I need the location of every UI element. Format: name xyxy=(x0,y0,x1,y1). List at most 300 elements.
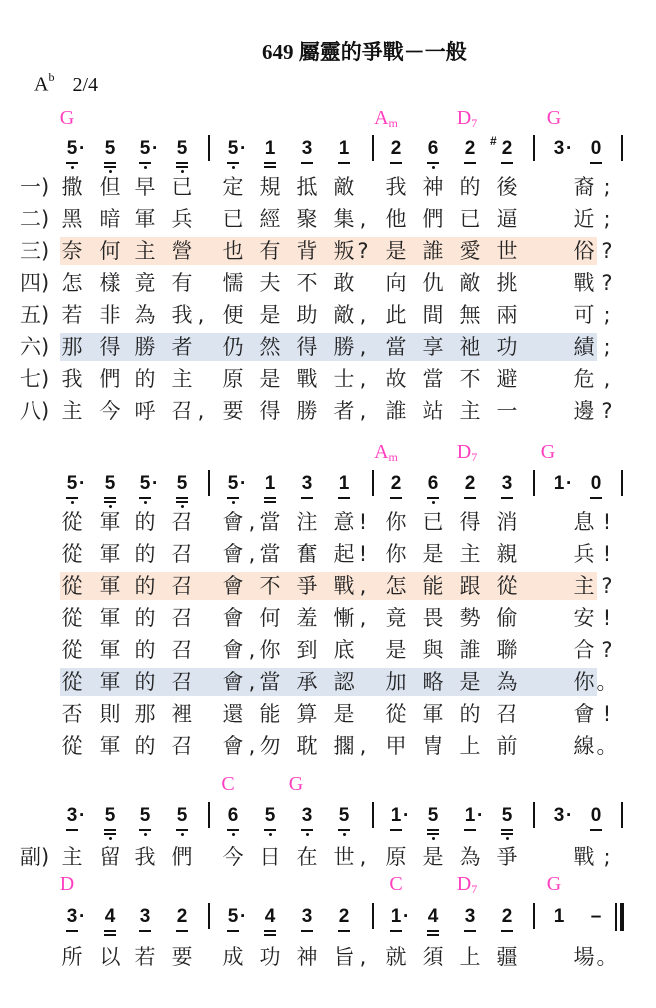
lyric-char: 避 xyxy=(496,367,518,391)
lyric-char: 主 xyxy=(61,845,83,869)
chord-root: G xyxy=(540,441,556,463)
note-digit: 2 xyxy=(501,138,513,159)
barline xyxy=(208,470,210,496)
lyric-char: 從 xyxy=(61,606,83,630)
lyric-char: 偷 xyxy=(496,606,518,630)
lyric-char: 主 xyxy=(459,542,481,566)
barline xyxy=(372,802,374,828)
barline xyxy=(372,903,374,929)
underline-beam xyxy=(104,930,116,932)
underline-beam xyxy=(139,930,151,932)
lyric-char: 召 xyxy=(171,510,193,534)
lyric-char: 召 xyxy=(496,702,518,726)
lyric-char: 旨 xyxy=(333,945,355,969)
lyric-char: 的 xyxy=(134,574,156,598)
lyric-punctuation: , xyxy=(359,574,367,598)
note xyxy=(551,907,567,927)
note-digit: 4 xyxy=(427,906,439,927)
lyric-char: 你 xyxy=(259,638,281,662)
underline-beam xyxy=(66,497,78,499)
key-accidental: b xyxy=(48,70,55,84)
lyric-char: 召 xyxy=(171,670,193,694)
note-digit: 3 xyxy=(301,906,313,927)
low-octave-dot xyxy=(432,166,435,169)
lyric-char: 勝 xyxy=(333,335,355,359)
lyric-char: 是 xyxy=(385,239,407,263)
lyric-char: 世 xyxy=(496,239,518,263)
underline-beam xyxy=(301,162,313,164)
lyric-char: 定 xyxy=(222,175,244,199)
lyric-char: 從 xyxy=(61,734,83,758)
chord-symbol xyxy=(60,108,74,128)
barline xyxy=(621,802,623,828)
lyric-char: 疆 xyxy=(496,945,518,969)
underline-beam xyxy=(66,829,78,831)
note xyxy=(64,138,86,159)
note-digit: 5 xyxy=(176,138,188,159)
lyric-char: 何 xyxy=(99,239,121,263)
note xyxy=(225,906,247,927)
note xyxy=(336,907,352,927)
lyric-punctuation: ; xyxy=(603,303,611,327)
lyric-char: 從 xyxy=(61,542,83,566)
lyric-char: 近 xyxy=(573,207,595,231)
lyric-char: 線 xyxy=(573,734,595,758)
chord-root: A xyxy=(374,441,389,463)
lyric-char: 但 xyxy=(99,175,121,199)
note-digit: 5 xyxy=(227,906,239,927)
lyric-char: 的 xyxy=(134,367,156,391)
lyric-char: 誰 xyxy=(385,399,407,423)
barline xyxy=(533,135,535,161)
lyric-punctuation: , xyxy=(197,399,205,423)
note xyxy=(588,806,604,826)
lyric-char: 為 xyxy=(496,670,518,694)
augmentation-dot: · xyxy=(79,805,86,826)
lyric-char: 會 xyxy=(222,574,244,598)
note xyxy=(262,474,278,494)
lyric-char: 不 xyxy=(259,574,281,598)
chord-symbol xyxy=(374,108,398,133)
underline-beam xyxy=(104,829,116,831)
barline xyxy=(533,802,535,828)
lyric-char: 他 xyxy=(385,207,407,231)
lyric-char: 得 xyxy=(459,510,481,534)
note xyxy=(462,907,478,927)
lyric-char: 會 xyxy=(222,670,244,694)
lyric-char: 從 xyxy=(61,574,83,598)
chord-root: A xyxy=(374,107,389,129)
note xyxy=(490,134,515,159)
note-digit: 5 xyxy=(227,473,239,494)
lyric-char: 神 xyxy=(296,945,318,969)
note xyxy=(588,907,604,927)
underline-beam xyxy=(301,829,313,831)
lyric-punctuation: , xyxy=(359,606,367,630)
lyric-char: 軍 xyxy=(99,574,121,598)
lyric-char: 到 xyxy=(296,638,318,662)
lyric-char: 們 xyxy=(99,367,121,391)
augmentation-dot: · xyxy=(79,473,86,494)
lyric-char: 是 xyxy=(459,670,481,694)
note-digit: – xyxy=(590,906,602,927)
lyric-char: 是 xyxy=(422,542,444,566)
lyric-char: 營 xyxy=(171,239,193,263)
low-octave-dot xyxy=(506,837,509,840)
underline-beam xyxy=(501,833,513,835)
underline-beam xyxy=(464,930,476,932)
lyric-punctuation: , xyxy=(197,303,205,327)
lyric-char: 勢 xyxy=(459,606,481,630)
note-digit: 2 xyxy=(501,906,513,927)
note-digit: 5 xyxy=(104,805,116,826)
note-digit: 3 xyxy=(301,473,313,494)
lyric-punctuation: , xyxy=(359,207,367,231)
key-signature xyxy=(34,72,98,97)
low-octave-dot xyxy=(109,837,112,840)
underline-beam xyxy=(139,497,151,499)
lyric-char: 的 xyxy=(134,606,156,630)
note xyxy=(499,806,515,826)
lyric-char: 挑 xyxy=(496,271,518,295)
chord-quality: m xyxy=(388,116,398,130)
note-digit: 5 xyxy=(338,805,350,826)
underline-beam xyxy=(464,829,476,831)
note-digit: 1 xyxy=(390,906,402,927)
lyric-char: 上 xyxy=(459,945,481,969)
lyric-char: 要 xyxy=(171,945,193,969)
lyric-char: 非 xyxy=(99,303,121,327)
lyric-char: 祂 xyxy=(459,335,481,359)
note-digit: 1 xyxy=(264,473,276,494)
underline-beam xyxy=(338,930,350,932)
lyric-char: 叛 xyxy=(333,239,355,263)
note-digit: 2 xyxy=(464,138,476,159)
lyric-char: 召 xyxy=(171,574,193,598)
underline-beam xyxy=(501,497,513,499)
note-digit: 3 xyxy=(301,138,313,159)
lyric-char: 抵 xyxy=(296,175,318,199)
note xyxy=(102,474,118,494)
note xyxy=(299,806,315,826)
lyric-char: 軍 xyxy=(99,638,121,662)
lyric-char: 那 xyxy=(61,335,83,359)
underline-beam xyxy=(66,930,78,932)
augmentation-dot: · xyxy=(240,473,247,494)
lyric-punctuation: ? xyxy=(601,574,613,598)
lyric-char: 爭 xyxy=(296,574,318,598)
note-digit: 1 xyxy=(553,906,565,927)
lyric-char: 懦 xyxy=(222,271,244,295)
low-octave-dot xyxy=(343,833,346,836)
lyric-char: 算 xyxy=(296,702,318,726)
lyric-char: 當 xyxy=(385,335,407,359)
lyric-char: 世 xyxy=(333,845,355,869)
lyric-char: 何 xyxy=(259,606,281,630)
lyric-char: 主 xyxy=(134,239,156,263)
underline-beam xyxy=(104,497,116,499)
lyric-char: 得 xyxy=(99,335,121,359)
lyric-punctuation: 。 xyxy=(596,734,618,758)
note-digit: 3 xyxy=(553,138,565,159)
chord-symbol xyxy=(289,774,303,794)
underline-beam xyxy=(104,162,116,164)
barline xyxy=(208,802,210,828)
lyric-char: 士 xyxy=(333,367,355,391)
note xyxy=(462,474,478,494)
lyric-char: 的 xyxy=(459,702,481,726)
lyric-punctuation: ; xyxy=(603,845,611,869)
underline-beam xyxy=(427,930,439,932)
lyric-char: 逼 xyxy=(496,207,518,231)
low-octave-dot xyxy=(144,166,147,169)
lyric-punctuation: , xyxy=(359,845,367,869)
lyric-punctuation: ! xyxy=(602,542,612,566)
lyric-char: 黑 xyxy=(61,207,83,231)
note-digit: 5 xyxy=(176,473,188,494)
chord-symbol xyxy=(221,774,234,794)
lyric-punctuation: 。 xyxy=(596,670,618,694)
lyric-char: 不 xyxy=(296,271,318,295)
note xyxy=(137,907,153,927)
lyric-char: 愛 xyxy=(459,239,481,263)
augmentation-dot: · xyxy=(240,138,247,159)
lyric-char: 向 xyxy=(385,271,407,295)
note-digit: 4 xyxy=(264,906,276,927)
lyric-char: 以 xyxy=(99,945,121,969)
augmentation-dot: · xyxy=(566,473,573,494)
low-octave-dot xyxy=(432,837,435,840)
lyric-char: 是 xyxy=(259,303,281,327)
underline-beam xyxy=(338,497,350,499)
note xyxy=(174,474,190,494)
lyric-char: 是 xyxy=(333,702,355,726)
verse-label: 三) xyxy=(20,239,50,263)
underline-beam xyxy=(176,501,188,503)
lyric-char: 者 xyxy=(333,399,355,423)
sharp-icon: # xyxy=(490,134,497,148)
note xyxy=(102,907,118,927)
lyric-punctuation: ? xyxy=(357,239,369,263)
lyric-punctuation: , xyxy=(248,734,256,758)
lyric-char: 召 xyxy=(171,399,193,423)
lyric-char: 勝 xyxy=(296,399,318,423)
note xyxy=(225,473,247,494)
lyric-char: 則 xyxy=(99,702,121,726)
lyric-char: 便 xyxy=(222,303,244,327)
lyric-char: 功 xyxy=(259,945,281,969)
final-barline-thick xyxy=(620,903,624,931)
low-octave-dot xyxy=(181,833,184,836)
lyric-punctuation: , xyxy=(359,335,367,359)
lyric-char: 功 xyxy=(496,335,518,359)
lyric-char: 我 xyxy=(171,303,193,327)
lyric-char: 績 xyxy=(573,335,595,359)
lyric-punctuation: ; xyxy=(603,175,611,199)
lyric-char: 當 xyxy=(259,510,281,534)
underline-beam xyxy=(427,497,439,499)
lyric-char: 我 xyxy=(134,845,156,869)
underline-beam xyxy=(176,162,188,164)
note-digit: 3 xyxy=(501,473,513,494)
underline-beam xyxy=(176,930,188,932)
lyric-char: 助 xyxy=(296,303,318,327)
underline-beam xyxy=(590,497,602,499)
underline-beam xyxy=(338,162,350,164)
lyric-char: 是 xyxy=(422,845,444,869)
augmentation-dot: · xyxy=(79,906,86,927)
chord-root: D xyxy=(456,873,472,895)
lyric-char: 從 xyxy=(496,574,518,598)
lyric-char: 消 xyxy=(496,510,518,534)
lyric-char: 奮 xyxy=(296,542,318,566)
verse-label: 八) xyxy=(20,399,50,423)
lyric-char: 樣 xyxy=(99,271,121,295)
underline-beam xyxy=(66,162,78,164)
lyric-char: 也 xyxy=(222,239,244,263)
note-digit: 4 xyxy=(104,906,116,927)
lyric-char: 甲 xyxy=(385,734,407,758)
lyric-char: 兵 xyxy=(171,207,193,231)
underline-beam xyxy=(427,162,439,164)
note-digit: 5 xyxy=(66,473,78,494)
lyric-char: 息 xyxy=(573,510,595,534)
note-digit: 1 xyxy=(390,805,402,826)
note xyxy=(425,139,441,159)
lyric-char: 的 xyxy=(134,510,156,534)
note-digit: 5 xyxy=(104,138,116,159)
note-digit: 1 xyxy=(264,138,276,159)
underline-beam xyxy=(227,829,239,831)
underline-beam xyxy=(104,934,116,936)
lyric-char: 我 xyxy=(385,175,407,199)
lyric-char: 軍 xyxy=(99,734,121,758)
lyric-char: 奈 xyxy=(61,239,83,263)
lyric-punctuation: ! xyxy=(602,606,612,630)
lyric-char: 戰 xyxy=(296,367,318,391)
note xyxy=(425,907,441,927)
note xyxy=(137,806,153,826)
barline xyxy=(372,470,374,496)
note-digit: 3 xyxy=(139,906,151,927)
lyric-char: 召 xyxy=(171,542,193,566)
augmentation-dot: · xyxy=(240,906,247,927)
underline-beam xyxy=(176,829,188,831)
barline xyxy=(621,470,623,496)
lyric-char: 我 xyxy=(61,367,83,391)
chord-root: G xyxy=(288,773,304,795)
lyric-char: 兩 xyxy=(496,303,518,327)
underline-beam xyxy=(104,833,116,835)
lyric-char: 意 xyxy=(333,510,355,534)
chord-root: G xyxy=(59,107,75,129)
note-digit: 0 xyxy=(590,138,602,159)
lyric-char: 當 xyxy=(259,542,281,566)
lyric-char: 裡 xyxy=(171,702,193,726)
lyric-char: 故 xyxy=(385,367,407,391)
chord-root: G xyxy=(546,107,562,129)
lyric-punctuation: ? xyxy=(601,399,613,423)
verse-label: 四) xyxy=(20,271,50,295)
low-octave-dot xyxy=(232,501,235,504)
lyric-punctuation: , xyxy=(359,945,367,969)
lyric-char: 召 xyxy=(171,606,193,630)
verse-label: 一) xyxy=(20,175,50,199)
lyric-char: 已 xyxy=(171,175,193,199)
lyric-char: 撒 xyxy=(61,175,83,199)
note xyxy=(499,474,515,494)
note-digit: 1 xyxy=(464,805,476,826)
lyric-char: 畏 xyxy=(422,606,444,630)
lyric-char: 聯 xyxy=(496,638,518,662)
note xyxy=(425,474,441,494)
lyric-char: 神 xyxy=(422,175,444,199)
underline-beam xyxy=(501,162,513,164)
note xyxy=(336,139,352,159)
lyric-char: 會 xyxy=(222,542,244,566)
low-octave-dot xyxy=(232,166,235,169)
chord-symbol xyxy=(457,108,477,133)
augmentation-dot: · xyxy=(79,138,86,159)
lyric-char: 集 xyxy=(333,207,355,231)
lyric-char: 加 xyxy=(385,670,407,694)
lyric-char: 是 xyxy=(385,638,407,662)
lyric-char: 召 xyxy=(171,638,193,662)
lyric-char: 經 xyxy=(259,207,281,231)
lyric-punctuation: ! xyxy=(358,542,368,566)
lyric-char: 會 xyxy=(222,638,244,662)
note-digit: 3 xyxy=(553,805,565,826)
lyric-char: 竟 xyxy=(134,271,156,295)
underline-beam xyxy=(264,162,276,164)
lyric-char: 若 xyxy=(61,303,83,327)
note-digit: 0 xyxy=(590,473,602,494)
note-digit: 2 xyxy=(176,906,188,927)
chord-symbol xyxy=(60,874,74,894)
lyric-char: 裔 xyxy=(573,175,595,199)
lyric-char: 為 xyxy=(459,845,481,869)
underline-beam xyxy=(264,934,276,936)
note-digit: 5 xyxy=(427,805,439,826)
note xyxy=(388,139,404,159)
lyric-char: 從 xyxy=(385,702,407,726)
underline-beam xyxy=(338,829,350,831)
lyric-punctuation: , xyxy=(248,638,256,662)
chord-root: C xyxy=(389,873,403,895)
lyric-char: 一 xyxy=(496,399,518,423)
lyric-punctuation: ; xyxy=(603,335,611,359)
lyric-char: 已 xyxy=(422,510,444,534)
lyric-char: 夫 xyxy=(259,271,281,295)
note xyxy=(137,138,159,159)
lyric-char: 上 xyxy=(459,734,481,758)
lyric-char: 能 xyxy=(422,574,444,598)
note xyxy=(225,138,247,159)
note-digit: 3 xyxy=(66,906,78,927)
note-digit: 5 xyxy=(139,805,151,826)
lyric-char: 成 xyxy=(222,945,244,969)
barline xyxy=(208,135,210,161)
chord-root: G xyxy=(546,873,562,895)
underline-beam xyxy=(227,930,239,932)
lyric-punctuation: ! xyxy=(602,702,612,726)
note xyxy=(299,139,315,159)
lyric-char: 略 xyxy=(422,670,444,694)
lyric-char: 軍 xyxy=(99,542,121,566)
lyric-char: 怎 xyxy=(385,574,407,598)
lyric-char: 從 xyxy=(61,638,83,662)
note xyxy=(388,805,410,826)
